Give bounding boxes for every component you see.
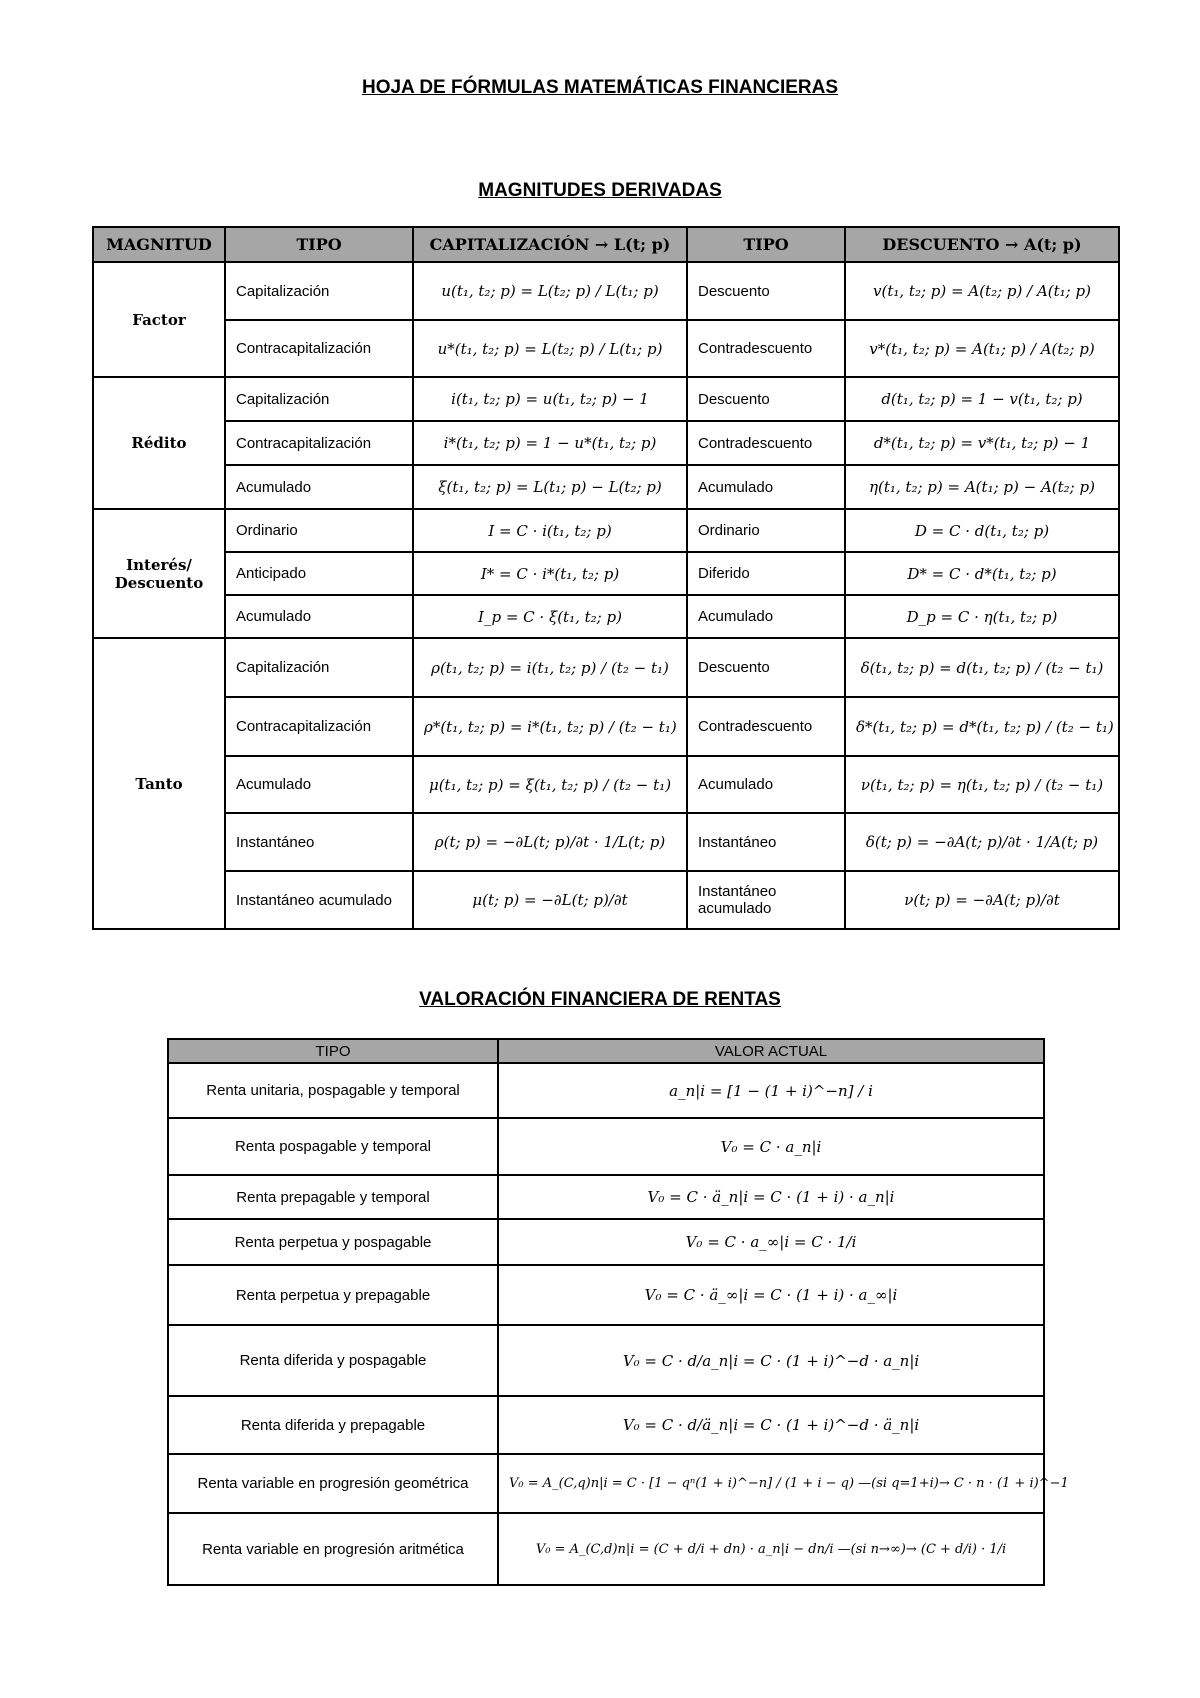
magnitudes-header-row: [93, 227, 1119, 262]
magnitud-factor: Factor: [93, 262, 225, 377]
formula-desc: ν(t₁, t₂; p) = η(t₁, t₂; p) / (t₂ − t₁): [845, 756, 1119, 813]
renta-tipo: Renta diferida y prepagable: [168, 1396, 498, 1454]
formula-cap: ρ(t₁, t₂; p) = i(t₁, t₂; p) / (t₂ − t₁): [413, 638, 687, 697]
table-row: [93, 638, 1119, 697]
tipo-desc: Descuento: [687, 377, 845, 421]
table-row: [168, 1325, 1044, 1396]
table-row: [93, 465, 1119, 509]
tipo-desc: Instantáneo: [687, 813, 845, 871]
tipo-desc: Descuento: [687, 262, 845, 320]
tipo-cap: Contracapitalización: [225, 421, 413, 465]
tipo-cap: Capitalización: [225, 262, 413, 320]
formula-desc: v*(t₁, t₂; p) = A(t₁; p) / A(t₂; p): [845, 320, 1119, 377]
table-row: [93, 262, 1119, 320]
tipo-desc: Contradescuento: [687, 320, 845, 377]
tipo-desc: Diferido: [687, 552, 845, 595]
formula-desc: D* = C · d*(t₁, t₂; p): [845, 552, 1119, 595]
tipo-desc: Acumulado: [687, 756, 845, 813]
formula-cap: I = C · i(t₁, t₂; p): [413, 509, 687, 552]
formula-desc: d(t₁, t₂; p) = 1 − v(t₁, t₂; p): [845, 377, 1119, 421]
tipo-cap: Ordinario: [225, 509, 413, 552]
table-row: [168, 1175, 1044, 1219]
table-row: [168, 1063, 1044, 1118]
renta-valor: V₀ = C · a_∞|i = C · 1/i: [498, 1219, 1044, 1265]
section-title-rentas: VALORACIÓN FINANCIERA DE RENTAS: [419, 989, 781, 1010]
formula-cap: I_p = C · ξ(t₁, t₂; p): [413, 595, 687, 638]
formula-desc: D = C · d(t₁, t₂; p): [845, 509, 1119, 552]
formula-cap: μ(t; p) = −∂L(t; p)/∂t: [413, 871, 687, 929]
formula-cap: i*(t₁, t₂; p) = 1 − u*(t₁, t₂; p): [413, 421, 687, 465]
tipo-cap: Anticipado: [225, 552, 413, 595]
table-row: [93, 509, 1119, 552]
table-row: [93, 421, 1119, 465]
magnitud-tanto: Tanto: [93, 638, 225, 929]
table-row: [93, 871, 1119, 929]
tipo-cap: Capitalización: [225, 638, 413, 697]
formula-cap: u*(t₁, t₂; p) = L(t₂; p) / L(t₁; p): [413, 320, 687, 377]
table-row: [93, 756, 1119, 813]
magnitudes-table: [92, 226, 1120, 930]
renta-tipo: Renta variable en progresión geométrica: [168, 1454, 498, 1513]
header-valor-actual: VALOR ACTUAL: [498, 1039, 1044, 1063]
magnitud-interes-descuento: Interés/ Descuento: [93, 509, 225, 638]
formula-desc: D_p = C · η(t₁, t₂; p): [845, 595, 1119, 638]
formula-desc: v(t₁, t₂; p) = A(t₂; p) / A(t₁; p): [845, 262, 1119, 320]
table-row: [168, 1396, 1044, 1454]
renta-tipo: Renta unitaria, pospagable y temporal: [168, 1063, 498, 1118]
table-row: [93, 697, 1119, 756]
table-row: [168, 1118, 1044, 1175]
renta-tipo: Renta perpetua y prepagable: [168, 1265, 498, 1325]
formula-desc: d*(t₁, t₂; p) = v*(t₁, t₂; p) − 1: [845, 421, 1119, 465]
tipo-cap: Acumulado: [225, 465, 413, 509]
tipo-desc: Contradescuento: [687, 697, 845, 756]
table-row: [93, 813, 1119, 871]
tipo-cap: Contracapitalización: [225, 320, 413, 377]
tipo-cap: Instantáneo acumulado: [225, 871, 413, 929]
header-magnitud: MAGNITUD: [93, 227, 225, 262]
table-row: [93, 595, 1119, 638]
header-descuento: DESCUENTO → A(t; p): [845, 227, 1119, 262]
formula-cap: μ(t₁, t₂; p) = ξ(t₁, t₂; p) / (t₂ − t₁): [413, 756, 687, 813]
renta-tipo: Renta perpetua y pospagable: [168, 1219, 498, 1265]
renta-tipo: Renta prepagable y temporal: [168, 1175, 498, 1219]
tipo-cap: Capitalización: [225, 377, 413, 421]
rentas-header-row: [168, 1039, 1044, 1063]
formula-cap: ξ(t₁, t₂; p) = L(t₁; p) − L(t₂; p): [413, 465, 687, 509]
table-row: [93, 377, 1119, 421]
formula-desc: η(t₁, t₂; p) = A(t₁; p) − A(t₂; p): [845, 465, 1119, 509]
tipo-cap: Instantáneo: [225, 813, 413, 871]
table-row: [93, 552, 1119, 595]
formula-cap: ρ(t; p) = −∂L(t; p)/∂t · 1/L(t; p): [413, 813, 687, 871]
renta-valor: V₀ = C · d/a_n|i = C · (1 + i)^−d · a_n|i: [498, 1325, 1044, 1396]
header-tipo-desc: TIPO: [687, 227, 845, 262]
formula-cap: I* = C · i*(t₁, t₂; p): [413, 552, 687, 595]
tipo-cap: Acumulado: [225, 756, 413, 813]
header-tipo-cap: TIPO: [225, 227, 413, 262]
tipo-cap: Contracapitalización: [225, 697, 413, 756]
renta-valor: V₀ = C · d/ä_n|i = C · (1 + i)^−d · ä_n|i: [498, 1396, 1044, 1454]
renta-valor: V₀ = A_(C,q)n|i = C · [1 − qⁿ(1 + i)^−n] / (1 + i − q) —(si q=1+i)→ C · n · (1 + i)^−1: [498, 1454, 1044, 1513]
table-row: [168, 1513, 1044, 1585]
formula-desc: δ(t; p) = −∂A(t; p)/∂t · 1/A(t; p): [845, 813, 1119, 871]
tipo-desc: Acumulado: [687, 595, 845, 638]
tipo-desc: Instantáneo acumulado: [687, 871, 845, 929]
renta-valor: V₀ = C · ä_n|i = C · (1 + i) · a_n|i: [498, 1175, 1044, 1219]
magnitud-redito: Rédito: [93, 377, 225, 509]
tipo-desc: Acumulado: [687, 465, 845, 509]
table-row: [168, 1265, 1044, 1325]
renta-tipo: Renta pospagable y temporal: [168, 1118, 498, 1175]
renta-valor: V₀ = A_(C,d)n|i = (C + d/i + dn) · a_n|i − dn/i —(si n→∞)→ (C + d/i) · 1/i: [498, 1513, 1044, 1585]
formula-cap: ρ*(t₁, t₂; p) = i*(t₁, t₂; p) / (t₂ − t₁): [413, 697, 687, 756]
formula-desc: δ(t₁, t₂; p) = d(t₁, t₂; p) / (t₂ − t₁): [845, 638, 1119, 697]
renta-tipo: Renta variable en progresión aritmética: [168, 1513, 498, 1585]
tipo-cap: Acumulado: [225, 595, 413, 638]
document-title: HOJA DE FÓRMULAS MATEMÁTICAS FINANCIERAS: [361, 77, 839, 98]
formula-cap: i(t₁, t₂; p) = u(t₁, t₂; p) − 1: [413, 377, 687, 421]
rentas-table: [167, 1038, 1069, 1586]
renta-valor: a_n|i = [1 − (1 + i)^−n] / i: [498, 1063, 1044, 1118]
formula-desc: ν(t; p) = −∂A(t; p)/∂t: [845, 871, 1119, 929]
header-tipo: TIPO: [168, 1039, 498, 1063]
section-title-magnitudes: MAGNITUDES DERIVADAS: [478, 180, 722, 201]
tipo-desc: Descuento: [687, 638, 845, 697]
table-row: [93, 320, 1119, 377]
table-row: [168, 1454, 1044, 1513]
tipo-desc: Ordinario: [687, 509, 845, 552]
tipo-desc: Contradescuento: [687, 421, 845, 465]
table-row: [168, 1219, 1044, 1265]
formula-cap: u(t₁, t₂; p) = L(t₂; p) / L(t₁; p): [413, 262, 687, 320]
header-capitalizacion: CAPITALIZACIÓN → L(t; p): [413, 227, 687, 262]
renta-tipo: Renta diferida y pospagable: [168, 1325, 498, 1396]
renta-valor: V₀ = C · ä_∞|i = C · (1 + i) · a_∞|i: [498, 1265, 1044, 1325]
renta-valor: V₀ = C · a_n|i: [498, 1118, 1044, 1175]
formula-desc: δ*(t₁, t₂; p) = d*(t₁, t₂; p) / (t₂ − t₁): [845, 697, 1119, 756]
